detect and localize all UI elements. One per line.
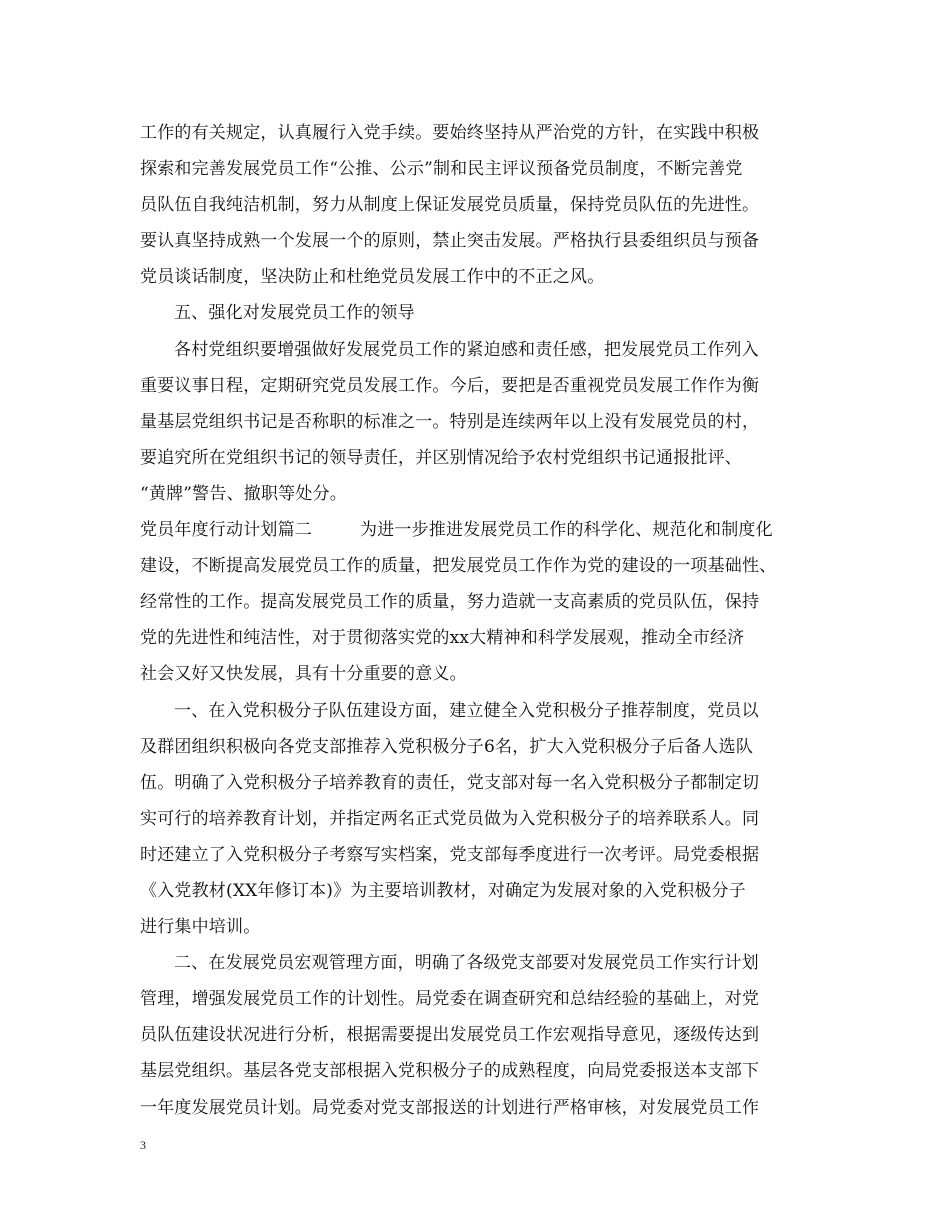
text-line: 一年度发展党员计划。局党委对党支部报送的计划进行严格审核，对发展党员工作: [140, 1097, 760, 1118]
document-body: [140, 115, 820, 1126]
text-line: 工作的有关规定，认真履行入党手续。要始终坚持从严治党的方针，在实践中积极: [140, 123, 760, 143]
text-line: 二、在发展党员宏观管理方面，明确了各级党支部要对发展党员工作实行计划: [174, 953, 759, 974]
text-line: 《入党教材(XX年修订本)》为主要培训教材，对确定为发展对象的入党积极分子: [140, 880, 746, 901]
page-number: 3: [140, 1138, 146, 1152]
text-line: 员队伍自我纯洁机制，努力从制度上保证发展党员质量，保持党员队伍的先进性。: [140, 195, 760, 216]
text-line: 重要议事日程，定期研究党员发展工作。今后，要把是否重视党员发展工作作为衡: [140, 375, 760, 396]
text-line: 伍。明确了入党积极分子培养教育的责任，党支部对每一名入党积极分子都制定切: [140, 772, 760, 793]
text-line: 量基层党组织书记是否称职的标准之一。特别是连续两年以上没有发展党员的村，: [140, 411, 760, 432]
text-line: 要追究所在党组织书记的领导责任，并区别情况给予农村党组织书记通报批评、: [140, 447, 742, 468]
text-line: 一、在入党积极分子队伍建设方面，建立健全入党积极分子推荐制度，党员以: [174, 700, 759, 721]
article-title: 党员年度行动计划篇二: [140, 520, 312, 541]
text-line: 员队伍建设状况进行分析，根据需要提出发展党员工作宏观指导意见，逐级传达到: [140, 1025, 760, 1046]
section-heading: 五、强化对发展党员工作的领导: [174, 303, 415, 324]
text-line: 社会又好又快发展，具有十分重要的意义。: [140, 664, 467, 685]
text-line: 及群团组织积极向各党支部推荐入党积极分子6名，扩大入党积极分子后备人选队: [140, 736, 754, 757]
text-line: 要认真坚持成熟一个发展一个的原则，禁止突击发展。严格执行县委组织员与预备: [140, 231, 760, 252]
text-line: 探索和完善发展党员工作“公推、公示”制和民主评议预备党员制度，不断完善党: [140, 159, 743, 180]
text-line: 党的先进性和纯洁性，对于贯彻落实党的xx大精神和科学发展观，推动全市经济: [140, 628, 745, 649]
text-line: 时还建立了入党积极分子考察写实档案，党支部每季度进行一次考评。局党委根据: [140, 844, 760, 865]
text-line: 建设，不断提高发展党员工作的质量，把发展党员工作作为党的建设的一项基础性、: [140, 556, 777, 577]
text-line: 基层党组织。基层各党支部根据入党积极分子的成熟程度，向局党委报送本支部下: [140, 1061, 760, 1082]
text-fragment: 为进一步推进发展党员工作的科学化、规范化和制度化: [360, 520, 773, 541]
text-line: 党员谈话制度，坚决防止和杜绝党员发展工作中的不正之风。: [140, 267, 605, 288]
text-line: “黄牌”警告、撤职等处分。: [140, 483, 347, 504]
text-line: 实可行的培养教育计划，并指定两名正式党员做为入党积极分子的培养联系人。同: [140, 808, 760, 829]
text-line: 管理，增强发展党员工作的计划性。局党委在调查研究和总结经验的基础上，对党: [140, 989, 760, 1010]
article-title-line: [140, 512, 820, 548]
text-line: 进行集中培训。: [140, 917, 261, 938]
text-line: 各村党组织要增强做好发展党员工作的紧迫感和责任感，把发展党员工作列入: [174, 339, 759, 360]
text-line: 经常性的工作。提高发展党员工作的质量，努力造就一支高素质的党员队伍，保持: [140, 592, 760, 613]
